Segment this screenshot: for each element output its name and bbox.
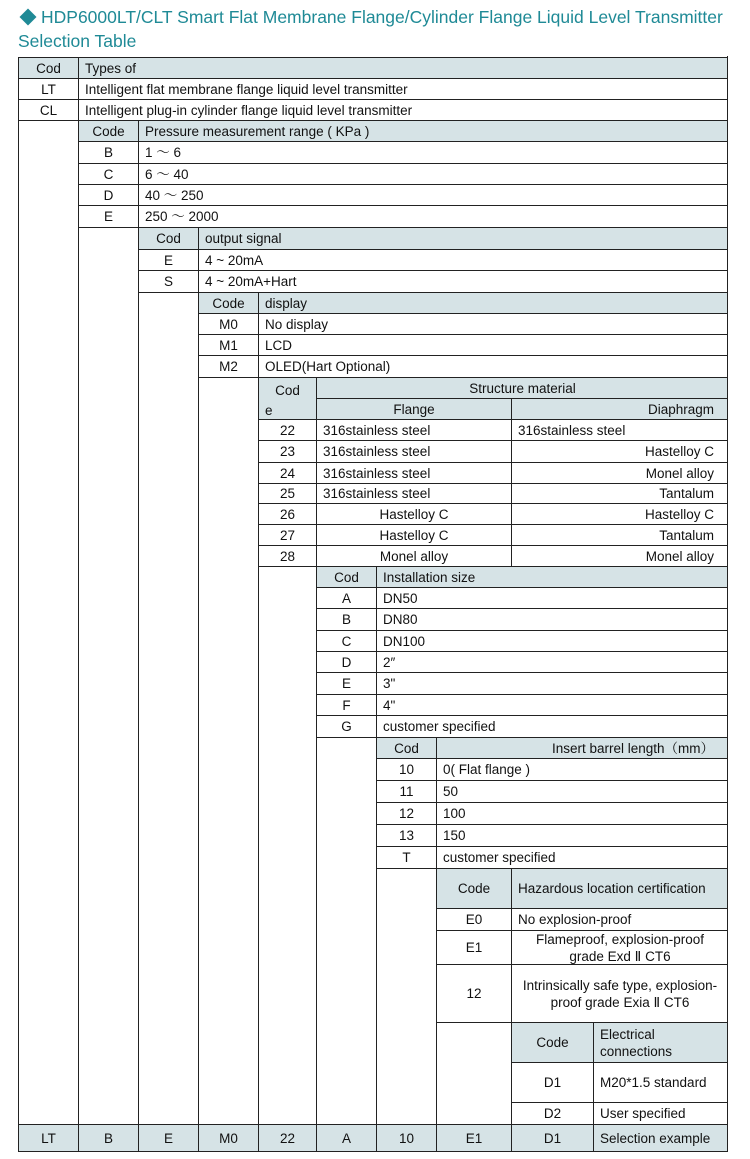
code-header: Code: [436, 868, 511, 908]
option-description: DN80: [376, 608, 728, 630]
option-code: D1: [511, 1062, 593, 1102]
option-code: B: [78, 141, 138, 163]
flange-header: Flange: [316, 398, 511, 419]
example-value: 10: [376, 1124, 436, 1152]
option-description: 4": [376, 694, 728, 715]
option-code: 24: [258, 462, 316, 483]
column-header: Pressure measurement range ( KPa ): [138, 120, 728, 141]
example-value: LT: [18, 1124, 78, 1152]
option-code: S: [138, 270, 198, 292]
option-description: 100: [436, 802, 728, 824]
example-value: 22: [258, 1124, 316, 1152]
code-header: Code: [511, 1022, 593, 1062]
option-code: F: [316, 694, 376, 715]
diaphragm-header: Diaphragm: [511, 398, 728, 419]
option-description: Intrinsically safe type, explosion-proof grade Exia Ⅱ CT6: [511, 964, 728, 1022]
option-code: 27: [258, 524, 316, 545]
option-code: C: [316, 630, 376, 651]
option-description: M20*1.5 standard: [593, 1062, 728, 1102]
option-description: 40 ～ 250: [138, 184, 728, 205]
title-text: HDP6000LT/CLT Smart Flat Membrane Flange/Cylinder Flange Liquid Level Transmitter Selection Table: [18, 7, 723, 51]
option-code: E: [78, 205, 138, 227]
blank-column: [436, 1022, 511, 1124]
option-code: 10: [376, 758, 436, 780]
blank-column: [316, 737, 376, 1124]
code-header: Code: [78, 120, 138, 141]
column-header: Insert barrel length（mm）: [436, 737, 728, 758]
flange-material: 316stainless steel: [316, 419, 511, 440]
option-description: DN100: [376, 630, 728, 651]
option-description: 4 ~ 20mA+Hart: [198, 270, 728, 292]
group-header: Structure material: [316, 377, 728, 398]
option-code: T: [376, 846, 436, 868]
blank-column: [78, 227, 138, 1124]
option-description: 0( Flat flange ): [436, 758, 728, 780]
code-header: Cod: [316, 566, 376, 587]
flange-material: 316stainless steel: [316, 483, 511, 503]
option-description: 2″: [376, 651, 728, 672]
option-description: 1 ～ 6: [138, 141, 728, 163]
option-code: 26: [258, 503, 316, 524]
option-code: D: [78, 184, 138, 205]
code-header: Cod: [18, 57, 78, 78]
example-value: B: [78, 1124, 138, 1152]
option-code: 12: [376, 802, 436, 824]
diaphragm-material: Monel alloy: [511, 462, 728, 483]
option-code: 22: [258, 419, 316, 440]
column-header: output signal: [198, 227, 728, 249]
blank-column: [376, 868, 436, 1124]
option-code: B: [316, 608, 376, 630]
blank-column: [138, 292, 198, 1124]
option-description: User specified: [593, 1102, 728, 1124]
column-header: Hazardous location certification: [511, 868, 728, 908]
diaphragm-material: Hastelloy C: [511, 503, 728, 524]
option-description: No explosion-proof: [511, 908, 728, 930]
example-label: Selection example: [593, 1124, 728, 1152]
code-header-line: Cod: [275, 382, 300, 398]
example-value: E: [138, 1124, 198, 1152]
code-header: Code: [198, 292, 258, 313]
option-description: LCD: [258, 334, 728, 355]
column-header: display: [258, 292, 728, 313]
diaphragm-material: Monel alloy: [511, 545, 728, 566]
code-header: Cod: [138, 227, 198, 249]
option-code: E0: [436, 908, 511, 930]
option-code: M1: [198, 334, 258, 355]
option-description: 3": [376, 672, 728, 694]
code-header: [258, 377, 316, 419]
option-description: 4 ~ 20mA: [198, 249, 728, 270]
option-description: 250 ～ 2000: [138, 205, 728, 227]
option-code: 11: [376, 780, 436, 802]
option-description: Flameproof, explosion-proof grade Exd Ⅱ CT6: [511, 930, 728, 964]
diaphragm-material: Tantalum: [511, 524, 728, 545]
option-description: customer specified: [376, 715, 728, 737]
blank-column: [258, 566, 316, 1124]
option-code: E1: [436, 930, 511, 964]
option-description: DN50: [376, 587, 728, 608]
option-code: D: [316, 651, 376, 672]
blank-column: [198, 377, 258, 1124]
flange-material: 316stainless steel: [316, 462, 511, 483]
code-header: Cod: [376, 737, 436, 758]
option-code: 28: [258, 545, 316, 566]
option-code: LT: [18, 78, 78, 99]
option-description: OLED(Hart Optional): [258, 355, 728, 377]
option-description: 150: [436, 824, 728, 846]
flange-material: 316stainless steel: [316, 440, 511, 462]
option-description: No display: [258, 313, 728, 334]
option-code: CL: [18, 99, 78, 120]
flange-material: Hastelloy C: [316, 503, 511, 524]
example-value: E1: [436, 1124, 511, 1152]
column-header: Installation size: [376, 566, 728, 587]
option-code: C: [78, 163, 138, 184]
diaphragm-material: 316stainless steel: [511, 419, 728, 440]
option-code: E: [316, 672, 376, 694]
option-code: E: [138, 249, 198, 270]
example-value: M0: [198, 1124, 258, 1152]
column-header: Electrical connections: [593, 1022, 728, 1062]
option-description: customer specified: [436, 846, 728, 868]
blank-column: [18, 120, 78, 1124]
column-header: Types of: [78, 57, 728, 78]
example-value: A: [316, 1124, 376, 1152]
option-code: 12: [436, 964, 511, 1022]
option-code: M0: [198, 313, 258, 334]
option-description: 6 ～ 40: [138, 163, 728, 184]
option-code: G: [316, 715, 376, 737]
option-description: 50: [436, 780, 728, 802]
code-header-line: e: [265, 402, 273, 418]
option-description: Intelligent plug-in cylinder flange liquid level transmitter: [78, 99, 728, 120]
option-code: D2: [511, 1102, 593, 1124]
option-code: A: [316, 587, 376, 608]
option-code: 13: [376, 824, 436, 846]
flange-material: Monel alloy: [316, 545, 511, 566]
diaphragm-material: Tantalum: [511, 483, 728, 503]
option-code: 23: [258, 440, 316, 462]
diaphragm-material: Hastelloy C: [511, 440, 728, 462]
flange-material: Hastelloy C: [316, 524, 511, 545]
option-code: M2: [198, 355, 258, 377]
example-value: D1: [511, 1124, 593, 1152]
option-code: 25: [258, 483, 316, 503]
option-description: Intelligent flat membrane flange liquid level transmitter: [78, 78, 728, 99]
